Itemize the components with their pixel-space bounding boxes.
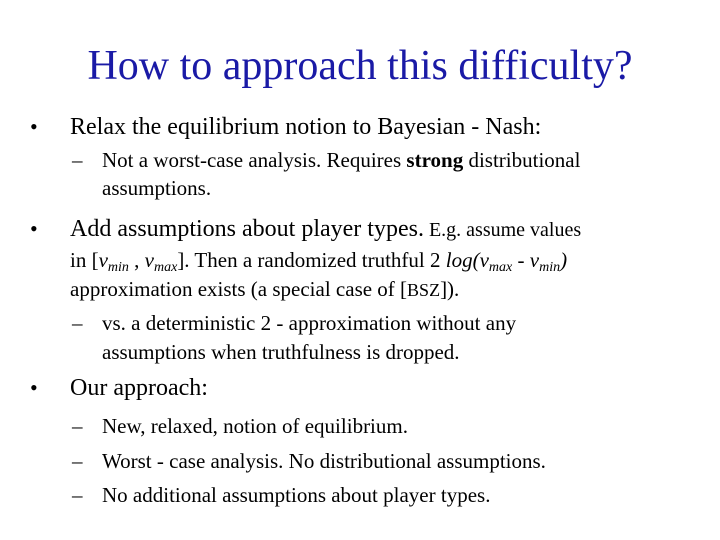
bullet-2-sub-line-2: assumptions when truthfulness is dropped. bbox=[102, 340, 460, 364]
bullet-1-text: Relax the equilibrium notion to Bayesian - Nash: bbox=[70, 114, 542, 140]
bullet-2-line-1 bbox=[70, 214, 581, 247]
bullet-2-sub-line-1: vs. a deterministic 2 - approximation without any bbox=[102, 311, 517, 335]
bullet-1-sub-line-1 bbox=[102, 146, 580, 174]
sub-text: Not a worst-case analysis. Requires bbox=[102, 148, 407, 172]
bullet-dot: • bbox=[30, 114, 38, 139]
text-run: in [ bbox=[70, 248, 99, 272]
log-term: log( bbox=[445, 248, 480, 272]
bullet-3-sub-3: No additional assumptions about player types. bbox=[102, 483, 491, 507]
subscript-min: min bbox=[107, 260, 129, 275]
text-run: approximation exists (a special case of [ bbox=[70, 277, 408, 301]
bullet-3-sub-1: New, relaxed, notion of equilibrium. bbox=[102, 414, 408, 438]
text-run: ]). bbox=[440, 277, 460, 301]
text-run: ) bbox=[560, 248, 568, 272]
subscript-max: max bbox=[488, 260, 513, 275]
text-run: ]. Then a randomized truthful 2 bbox=[177, 248, 446, 272]
bullet-3-text: Our approach: bbox=[70, 375, 208, 401]
var-v: v bbox=[98, 248, 108, 272]
emphasis-strong: strong bbox=[406, 148, 464, 172]
bullet-dot: • bbox=[30, 375, 38, 400]
dash-glyph: – bbox=[72, 311, 83, 335]
var-v: v bbox=[144, 248, 154, 272]
dash-glyph: – bbox=[72, 449, 83, 473]
bullet-2-example: E.g. assume values bbox=[423, 219, 582, 241]
subscript-min: min bbox=[539, 260, 561, 275]
text-run: - bbox=[512, 248, 530, 272]
bullet-dot: • bbox=[30, 216, 38, 241]
var-v: v bbox=[479, 248, 489, 272]
subscript-max: max bbox=[153, 260, 178, 275]
bullet-2-lead: Add assumptions about player types. bbox=[70, 216, 424, 242]
dash-glyph: – bbox=[72, 414, 83, 438]
bullet-3-sub-2: Worst - case analysis. No distributional assumptions. bbox=[102, 449, 546, 473]
bullet-2-line-3 bbox=[70, 275, 459, 304]
citation-bsz: BSZ bbox=[407, 280, 441, 300]
dash-glyph: – bbox=[72, 148, 83, 172]
sub-text: distributional bbox=[463, 148, 581, 172]
dash-glyph: – bbox=[72, 483, 83, 507]
bullet-1-sub-line-2: assumptions. bbox=[102, 176, 212, 200]
var-v: v bbox=[529, 248, 540, 272]
text-run: , bbox=[128, 248, 145, 272]
page-title: How to approach this difficulty? bbox=[87, 43, 633, 89]
